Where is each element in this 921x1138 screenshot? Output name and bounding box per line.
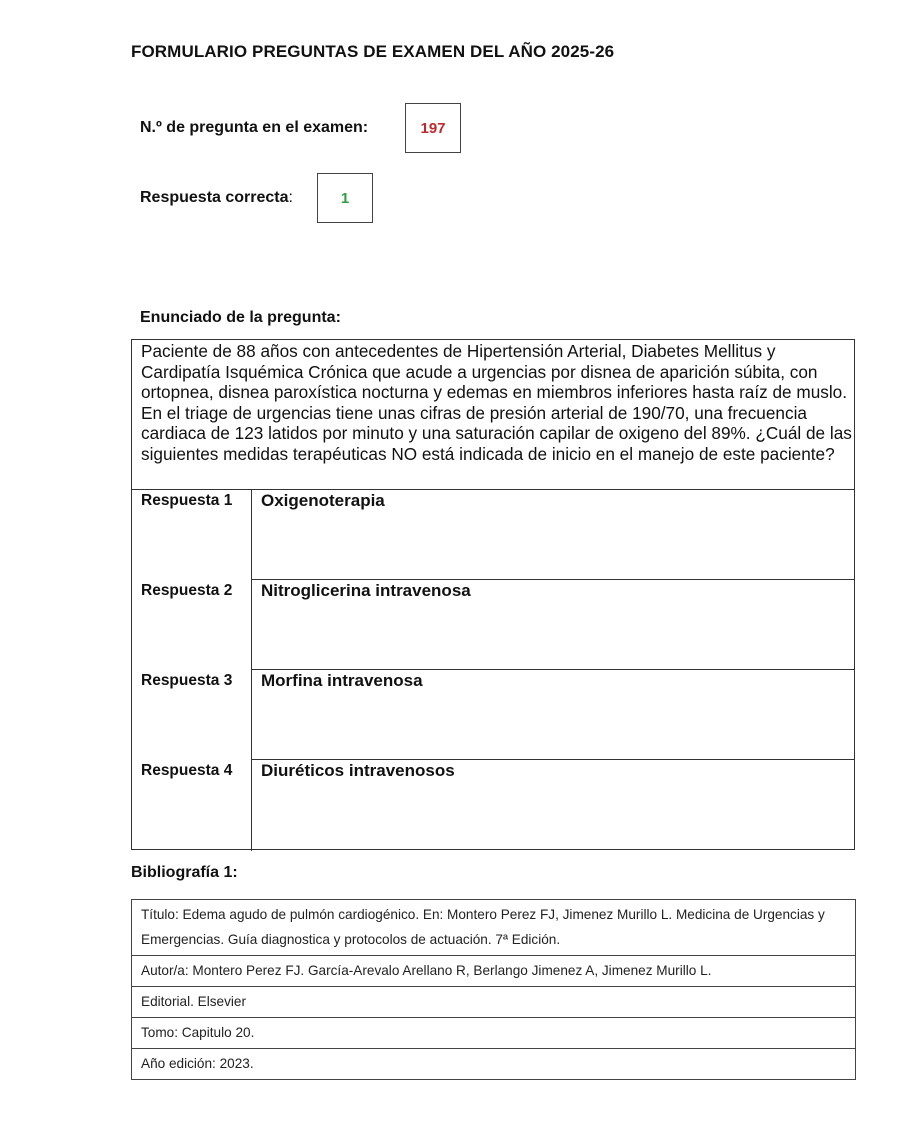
bibliography-publisher: Editorial. Elsevier: [132, 986, 855, 1017]
correct-answer-label: [140, 189, 293, 207]
bibliography-year: Año edición: 2023.: [132, 1048, 855, 1079]
answer-row-3: [132, 670, 854, 760]
answer-label: Respuesta 2: [141, 582, 233, 599]
answer-row-4: [132, 760, 854, 850]
bibliography-author: Autor/a: Montero Perez FJ. García-Arevalo Arellano R, Berlango Jimenez A, Jimenez Murillo L.: [132, 955, 855, 986]
answer-text: Nitroglicerina intravenosa: [261, 581, 471, 600]
answer-label: Respuesta 4: [141, 762, 233, 779]
answer-text: Oxigenoterapia: [261, 491, 385, 510]
correct-answer-value: 1: [317, 173, 373, 223]
answer-row-1: [132, 490, 854, 580]
page-title: FORMULARIO PREGUNTAS DE EXAMEN DEL AÑO 2025-26: [131, 42, 615, 61]
question-number-value: 197: [405, 103, 461, 153]
correct-answer-label-colon: :: [288, 189, 293, 206]
answer-label: Respuesta 1: [141, 492, 233, 509]
question-stem-label: Enunciado de la pregunta:: [140, 309, 341, 326]
answer-text: Morfina intravenosa: [261, 671, 423, 690]
question-table: [131, 339, 855, 850]
answer-label: Respuesta 3: [141, 672, 233, 689]
question-number-label: N.º de pregunta en el examen:: [140, 119, 369, 136]
bibliography-volume: Tomo: Capitulo 20.: [132, 1017, 855, 1048]
answer-row-2: [132, 580, 854, 670]
bibliography-label: Bibliografía 1:: [131, 864, 238, 881]
question-stem-text: Paciente de 88 años con antecedentes de Hipertensión Arterial, Diabetes Mellitus y Cardipatía Isquémica Crónica que acude a urgencias por disnea de aparición súbita, con ortopnea, disnea paroxística nocturna y edemas en miembros inferiores hasta raíz de muslo. En el triage de urgencias tiene unas cifras de presión arterial de 190/70, una frecuencia cardiaca de 123 latidos por minuto y una saturación capilar de oxigeno del 89%. ¿Cuál de las siguientes medidas terapéuticas NO está indicada de inicio en el manejo de este paciente?: [141, 341, 852, 464]
bibliography-table: [131, 899, 856, 1080]
correct-answer-label-text: Respuesta correcta: [140, 189, 289, 206]
bibliography-title: Título: Edema agudo de pulmón cardiogénico. En: Montero Perez FJ, Jimenez Murillo L. Medicina de Urgencias y Emergencias. Guía diagnostica y protocolos de actuación. 7ª Edición.: [141, 907, 825, 947]
answers-table: [132, 489, 854, 851]
answer-text: Diuréticos intravenosos: [261, 761, 455, 780]
